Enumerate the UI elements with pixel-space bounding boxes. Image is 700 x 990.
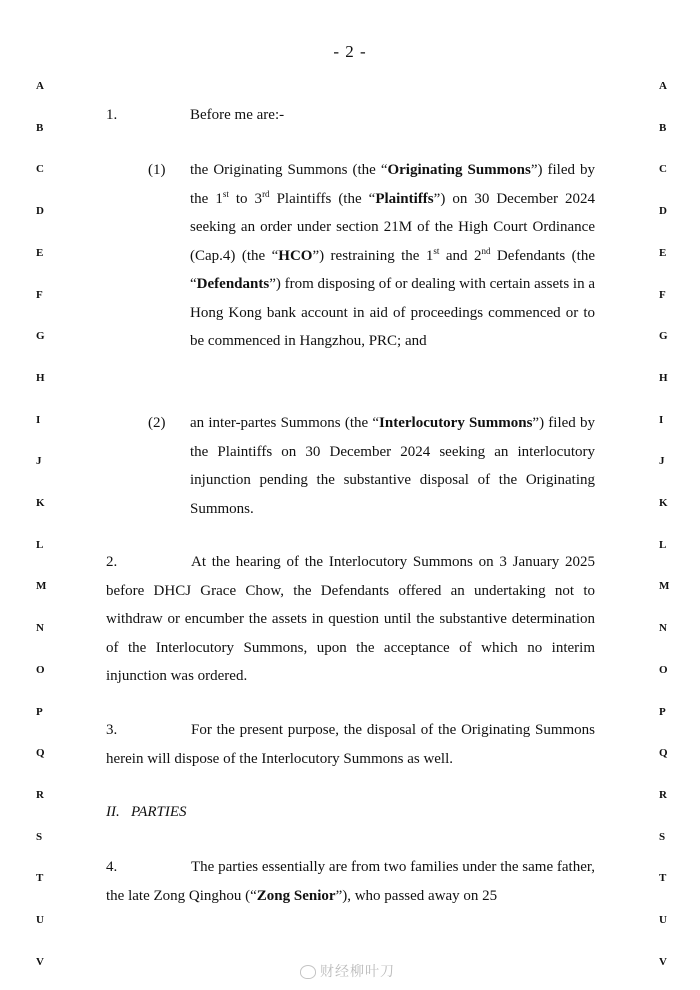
para-4-text: 4. The parties essentially are from two families under the same father, the late Zong Qinghou (“Zong Senior”), who passed away on 25 bbox=[106, 853, 595, 910]
subpara-1-label: (1) bbox=[148, 162, 166, 178]
para-3-number: 3. bbox=[106, 722, 118, 738]
margin-letter-right: C bbox=[659, 163, 667, 176]
margin-letter-left: P bbox=[36, 705, 43, 718]
subpara-2-text: an inter-partes Summons (the “Interlocutory Summons”) filed by the Plaintiffs on 30 December 2024 seeking an interlocutory injunction pending the substantive disposal of the Originating Summons. bbox=[190, 415, 595, 517]
margin-letter-right: I bbox=[659, 413, 664, 426]
para-1-intro: Before me are:- bbox=[190, 107, 285, 123]
margin-letter-right: D bbox=[659, 205, 667, 218]
margin-letter-right: U bbox=[659, 914, 667, 926]
margin-letter-left: D bbox=[36, 205, 44, 218]
margin-letter-left: T bbox=[36, 872, 44, 885]
para-3-text: 3. For the present purpose, the disposal of the Originating Summons herein will dispose of the Interlocutory Summons as well. bbox=[106, 716, 595, 773]
margin-letter-right: Q bbox=[659, 747, 668, 760]
margin-letter-left: Q bbox=[36, 747, 45, 760]
section-heading: II. PARTIES bbox=[106, 804, 187, 820]
margin-letter-left: M bbox=[36, 580, 47, 593]
margin-letter-left: B bbox=[36, 121, 44, 134]
margin-letter-left: J bbox=[36, 455, 42, 468]
margin-letter-right: E bbox=[659, 246, 667, 259]
margin-letter-right: B bbox=[659, 121, 667, 134]
margin-letter-right: O bbox=[659, 663, 668, 676]
weibo-icon bbox=[300, 965, 316, 979]
margin-letter-right: K bbox=[659, 497, 668, 509]
margin-letter-right: J bbox=[659, 455, 665, 468]
margin-letter-left: I bbox=[36, 413, 41, 426]
margin-letter-right: G bbox=[659, 330, 668, 343]
margin-letter-left: G bbox=[36, 330, 45, 343]
margin-letter-left: H bbox=[36, 371, 45, 384]
page-number: - 2 - bbox=[333, 42, 367, 61]
para-1-number: 1. bbox=[106, 107, 118, 123]
subpara-2-label: (2) bbox=[148, 415, 166, 431]
margin-letter-left: R bbox=[36, 788, 44, 801]
margin-letter-left: K bbox=[36, 497, 45, 509]
margin-letter-right: T bbox=[659, 872, 667, 885]
margin-letter-left: L bbox=[36, 538, 44, 551]
margin-letter-right: P bbox=[659, 705, 666, 718]
margin-letter-right: S bbox=[659, 830, 666, 843]
margin-letter-left: O bbox=[36, 663, 45, 676]
para-2-number: 2. bbox=[106, 554, 118, 570]
margin-letter-left: U bbox=[36, 914, 44, 926]
margin-letter-right: L bbox=[659, 538, 667, 551]
margin-letter-left: E bbox=[36, 246, 44, 259]
margin-letter-right: M bbox=[659, 580, 670, 593]
para-2-text: 2. At the hearing of the Interlocutory Summons on 3 January 2025 before DHCJ Grace Chow, the Defendants offered an undertaking not to withdraw or encumber the assets in question until the substantive determination of the Interlocutory Summons, upon the acceptance of which no interim injunction was ordered. bbox=[106, 548, 595, 691]
margin-letter-right: F bbox=[659, 288, 666, 301]
margin-letter-right: N bbox=[659, 622, 667, 635]
margin-letter-right: H bbox=[659, 371, 668, 384]
subpara-1-text: the Originating Summons (the “Originating Summons”) filed by the 1st to 3rd Plaintiffs (the “Plaintiffs”) on 30 December 2024 seeking an order under section 21M of the High Court Ordinance (Cap.4) (the “HCO”) restraining the 1st and 2nd Defendants (the “Defendants”) from disposing of or dealing with certain assets in a Hong Kong bank account in aid of proceedings commenced or to be commenced in Hangzhou, PRC; and bbox=[190, 162, 595, 349]
margin-letter-left: C bbox=[36, 163, 44, 176]
margin-letter-left: V bbox=[36, 955, 44, 968]
margin-letter-right: R bbox=[659, 788, 667, 801]
para-4-number: 4. bbox=[106, 859, 118, 875]
margin-letter-right: A bbox=[659, 80, 667, 92]
margin-letter-right: V bbox=[659, 955, 667, 968]
margin-letter-left: A bbox=[36, 80, 44, 92]
margin-letter-left: N bbox=[36, 622, 44, 635]
margin-letter-left: F bbox=[36, 288, 43, 301]
watermark: 财经柳叶刀 bbox=[300, 961, 395, 981]
margin-letter-left: S bbox=[36, 830, 43, 843]
